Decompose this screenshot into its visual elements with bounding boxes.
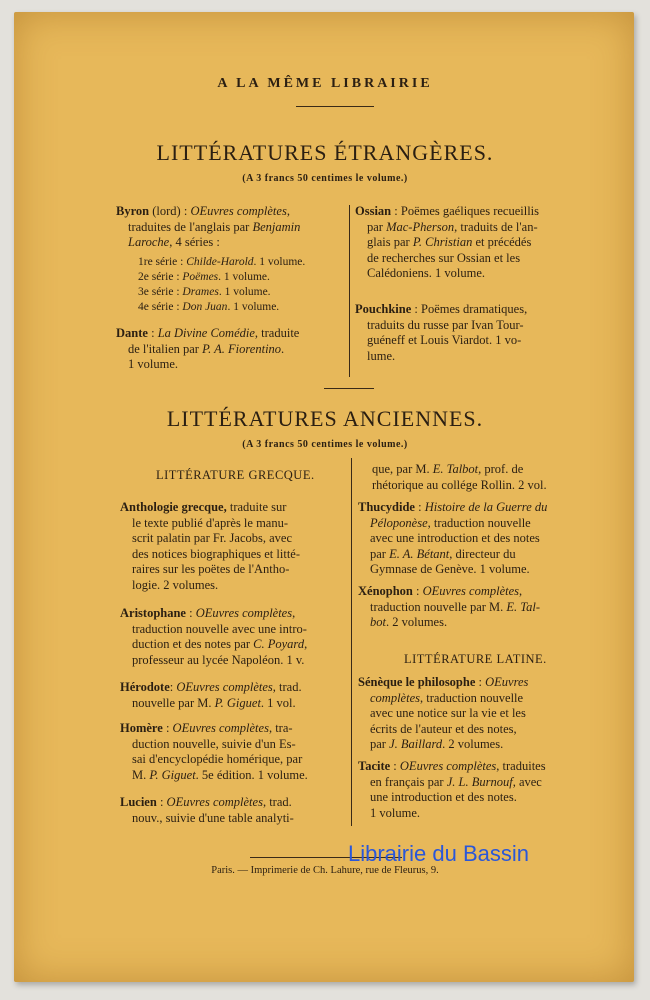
section-title-foreign: LITTÉRATURES ÉTRANGÈRES.	[156, 140, 494, 165]
list-item: 4e série : Don Juan. 1 volume.	[138, 301, 280, 313]
entry-xenophon: Xénophon : OEuvres complètes, traduction nouvelle par M. E. Tal- bot. 2 volumes.	[358, 584, 540, 629]
entry-dante: Dante : La Divine Comédie, traduite de l'italien par P. A. Fiorentino. 1 volume.	[116, 326, 300, 371]
list-item: 3e série : Drames. 1 volume.	[138, 286, 271, 298]
list-item: 2e série : Poëmes. 1 volume.	[138, 271, 270, 283]
column-divider	[351, 458, 352, 826]
entry-seneque: Sénèque le philosophe : OEuvres complètes, traduction nouvelle avec une notice sur la vie et les écrits de l'auteur et des notes, par J. Baillard. 2 volumes.	[358, 675, 529, 751]
entry-pouchkine: Pouchkine : Poëmes dramatiques, traduits du russe par Ivan Tour- guéneff et Louis Viardot. 1 vo- lume.	[355, 302, 528, 363]
list-item: 1re série : Childe-Harold. 1 volume.	[138, 256, 306, 268]
entry-aristophane: Aristophane : OEuvres complètes, traduction nouvelle avec une intro- duction et des notes par C. Poyard, professeur au lycée Napoléon. 1 v.	[120, 606, 308, 667]
entry-herodote: Hérodote: OEuvres complètes, trad. nouvelle par M. P. Giguet. 1 vol.	[120, 680, 302, 710]
price-note-ancient: (A 3 francs 50 centimes le volume.)	[242, 439, 408, 450]
entry-byron: Byron (lord) : OEuvres complètes, traduites de l'anglais par Benjamin Laroche, 4 séries :	[116, 204, 301, 249]
entry-ossian: Ossian : Poëmes gaéliques recueillis par Mac-Pherson, traduits de l'an- glais par P. Christian et précédés de recherches sur Ossian et les Calédoniens. 1 volume.	[355, 204, 540, 280]
entry-anthologie: Anthologie grecque, traduite sur le texte publié d'après le manu- scrit palatin par Fr. Jacobs, avec des notices biographiques et litté- raires sur les poëtes de l'Antho- logie. 2 volumes.	[120, 500, 301, 592]
entry-thucydide: Thucydide : Histoire de la Guerre du Péloponèse, traduction nouvelle avec une introduction et des notes par E. A. Bétant, directeur du Gymnase de Genève. 1 volume.	[358, 500, 548, 576]
byron-series-list	[138, 255, 348, 315]
subheading-latin: LITTÉRATURE LATINE.	[404, 652, 547, 666]
seller-watermark: Librairie du Bassin	[348, 841, 529, 866]
printer-imprint: Paris. — Imprimerie de Ch. Lahure, rue de Fleurus, 9.	[211, 865, 439, 876]
price-note-foreign: (A 3 francs 50 centimes le volume.)	[242, 173, 408, 184]
entry-tacite: Tacite : OEuvres complètes, traduites en français par J. L. Burnouf, avec une introduction et des notes. 1 volume.	[358, 759, 546, 820]
title-rule	[296, 106, 374, 107]
entry-author: Byron	[116, 204, 150, 218]
page-title: A LA MÊME LIBRAIRIE	[217, 76, 433, 91]
section-rule	[324, 388, 374, 389]
column-divider	[349, 205, 350, 377]
entry-lucien: Lucien : OEuvres complètes, trad. nouv., suivie d'une table analyti-	[120, 795, 294, 825]
entry-homere: Homère : OEuvres complètes, tra- duction nouvelle, suivie d'un Es- sai d'encyclopédie homérique, par M. P. Giguet. 5e édition. 1 volume.	[120, 721, 308, 782]
section-title-ancient: LITTÉRATURES ANCIENNES.	[166, 406, 484, 431]
subheading-greek: LITTÉRATURE GRECQUE.	[156, 468, 315, 482]
entry-lucien-continued: que, par M. E. Talbot, prof. de rhétorique au collége Rollin. 2 vol.	[372, 462, 547, 492]
